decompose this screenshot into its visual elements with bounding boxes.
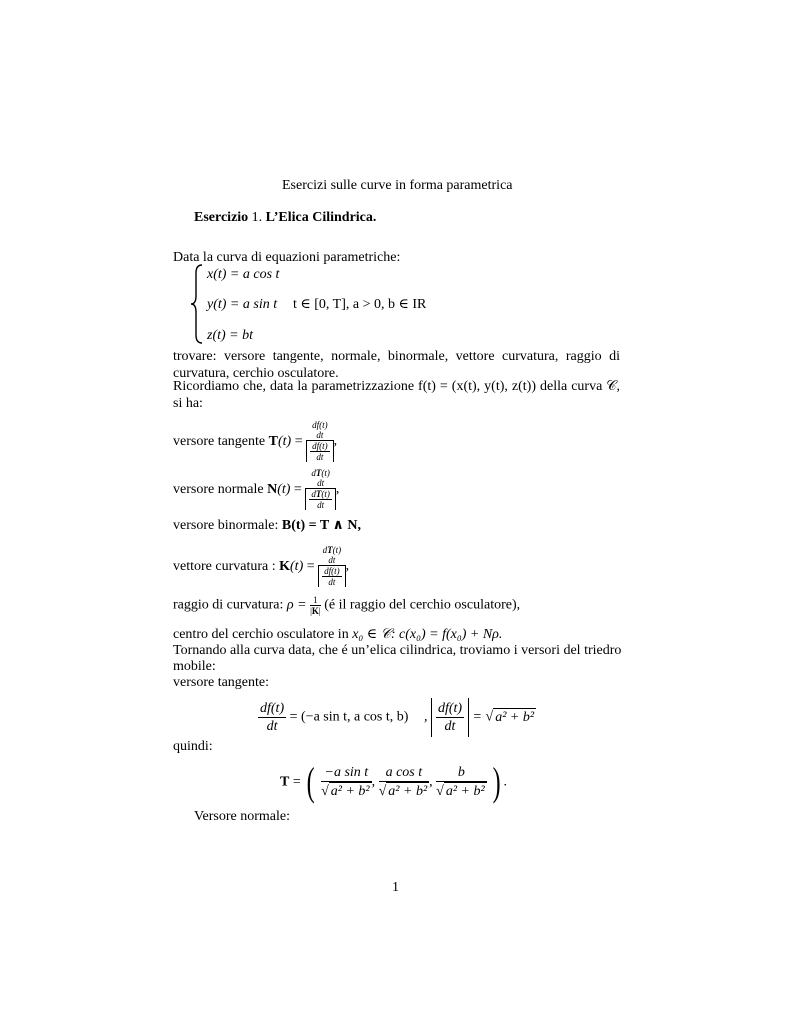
page-title: Esercizi sulle curve in forma parametrica — [282, 178, 513, 193]
normal-fraction: dT(t) dt $\frac{dT(t)}{dt}$ — [305, 468, 336, 510]
derivative-equation: $\frac{df(t)}{dt}$ = (−a sin t, a cos t, b) , $\frac{df(t)}{dt}$ = √ a² + b² — [258, 698, 536, 737]
center-label: centro del cerchio osculatore in — [173, 627, 349, 642]
left-brace-icon — [190, 263, 206, 345]
t-den-x: a² + b² — [330, 784, 370, 799]
binormal-formula: B(t) = T ∧ N, — [281, 518, 361, 533]
t-component-x: −a sin t — [321, 764, 372, 782]
tangent-fraction: df(t) dt $\frac{df(t)}{dt}$ — [306, 420, 334, 462]
normal-heading: Versore normale: — [194, 809, 291, 824]
norm-result: a² + b² — [495, 709, 535, 725]
normal-label: versore normale — [173, 481, 264, 497]
exercise-label: Esercizio — [194, 210, 249, 225]
curvature-fraction: dT(t) dt $\frac{df(t)}{dt}$ — [318, 545, 346, 587]
t-den-z: a² + b² — [445, 784, 485, 799]
task-text: trovare: versore tangente, normale, binormale, vettore curvatura, raggio di curvatura, cerchio osculatore. — [173, 349, 620, 381]
radius-note: (é il raggio del cerchio osculatore), — [324, 597, 521, 613]
exercise-title: L’Elica Cilindrica. — [265, 210, 377, 225]
center-definition — [173, 626, 502, 643]
tangent-vector-equation: T = ( $\frac{\text{−a sin t}}{\text{√ a² + b²}}$ , $\frac{\text{a cos t}}{\text{√ a² + b²}}$ , $\frac{b}{\text{√ a² + b²}}$ ) . — [280, 759, 507, 804]
derivative-result: = (−a sin t, a cos t, b) — [289, 709, 409, 725]
equation-z: z(t) = bt — [207, 328, 253, 343]
center-formula: x₀ ∈ 𝒞: c(x₀) = f(x₀) + Nρ. — [352, 627, 503, 642]
exercise-number: 1. — [251, 210, 263, 225]
return-text-line1: Tornando alla curva data, che é un’elica cilindrica, troviamo i versori del triedro — [173, 643, 622, 658]
tangent-heading: versore tangente: — [173, 675, 270, 690]
t-component-z: b — [436, 764, 487, 782]
curvature-label: vettore curvatura : — [173, 558, 276, 574]
equation-x: x(t) = a cos t — [207, 267, 280, 282]
t-component-y: a cos t — [379, 764, 430, 782]
return-text-line2: mobile: — [173, 659, 216, 674]
binormal-label: versore binormale: — [173, 518, 279, 533]
radius-fraction: $\frac{1}{|K|}$ — [310, 595, 321, 616]
normal-definition: versore normale N(t) = dT(t) dt $\frac{dT(t)}{dt}$ , — [173, 468, 340, 510]
equation-conditions: t ∈ [0, T], a > 0, b ∈ IR — [293, 297, 427, 312]
recall-text: Ricordiamo che, data la parametrizzazione f(t) = (x(t), y(t), z(t)) della curva 𝒞, si ha: — [173, 379, 620, 411]
binormal-definition — [173, 517, 361, 534]
radius-label: raggio di curvatura: — [173, 597, 284, 613]
tangent-label: versore tangente — [173, 433, 266, 449]
radius-definition: raggio di curvatura: ρ = $\frac{1}{|K|}$ (é il raggio del cerchio osculatore), — [173, 595, 521, 616]
page-number: 1 — [392, 880, 399, 895]
quindi-text: quindi: — [173, 739, 213, 754]
tangent-definition: versore tangente T(t) = df(t) dt $\frac{df(t)}{dt}$ , — [173, 420, 338, 462]
intro-text: Data la curva di equazioni parametriche: — [173, 250, 401, 265]
exercise-heading — [194, 209, 376, 226]
curvature-definition: vettore curvatura : K(t) = dT(t) dt $\frac{df(t)}{dt}$ , — [173, 545, 350, 587]
equation-y: y(t) = a sin t — [207, 297, 278, 312]
t-den-y: a² + b² — [388, 784, 428, 799]
